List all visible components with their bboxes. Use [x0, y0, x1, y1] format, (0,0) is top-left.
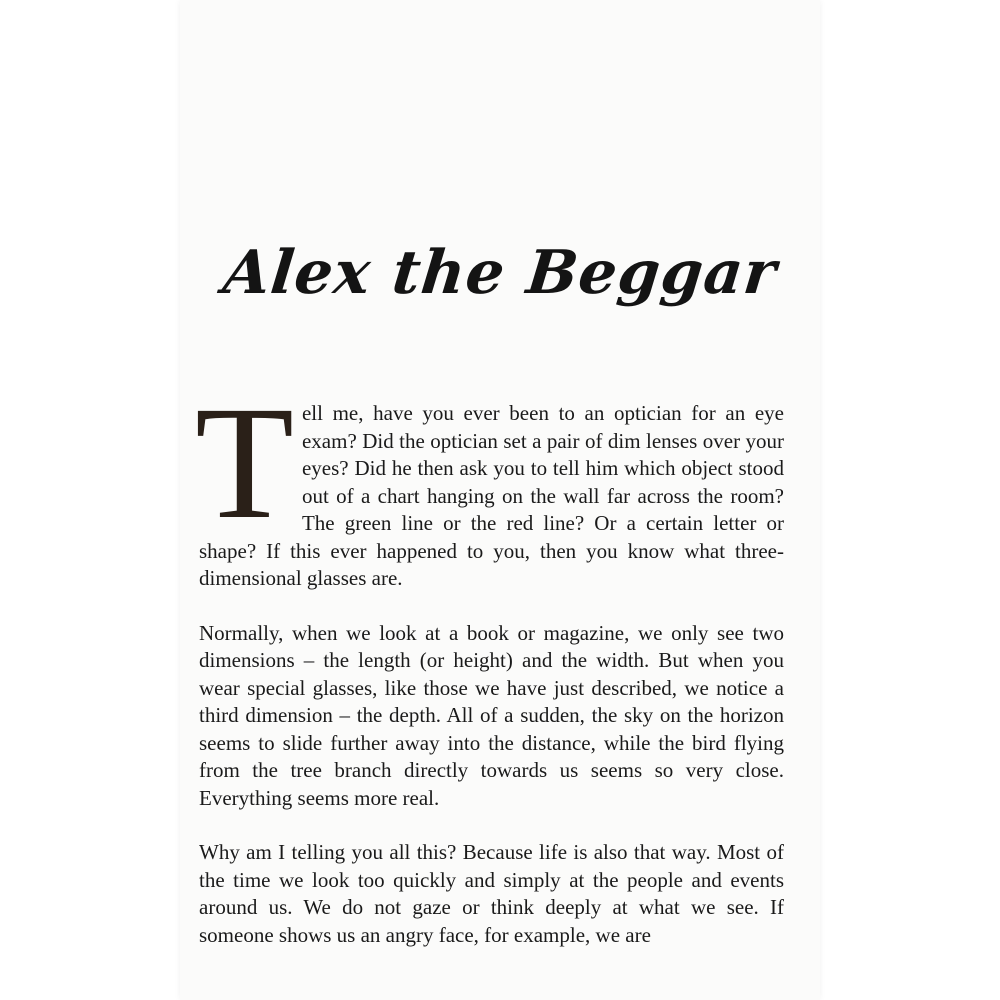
body-text	[195, 374, 784, 976]
paragraph-1	[195, 374, 784, 593]
paragraph-3: Why am I telling you all this? Because life is also that way. Most of the time we look too quickly and simply at the people and events around us. We do not gaze or think deeply at what we see. If someone shows us an angry face, for example, we are	[199, 840, 784, 947]
paragraph-1-text: ell me, have you ever been to an optician for an eye exam? Did the optician set a pair of dim lenses over your eyes? Did he then ask you to tell him which object stood out of a chart hanging on the wall far across the room? The green line or the red line? Or a certain letter or shape? If this ever happened to you, then you know what three-dimensional glasses are.	[199, 401, 784, 590]
chapter-title: Alex the Beggar	[219, 238, 781, 308]
drop-cap: T	[195, 374, 294, 553]
paragraph-2: Normally, when we look at a book or magazine, we only see two dimensions – the length (or height) and the width. But when you wear special glasses, like those we have just described, we notice a third dimension – the depth. All of a sudden, the sky on the horizon seems to slide further away into the distance, while the bird flying from the tree branch directly towards us seems so very close. Everything seems more real.	[199, 620, 784, 810]
